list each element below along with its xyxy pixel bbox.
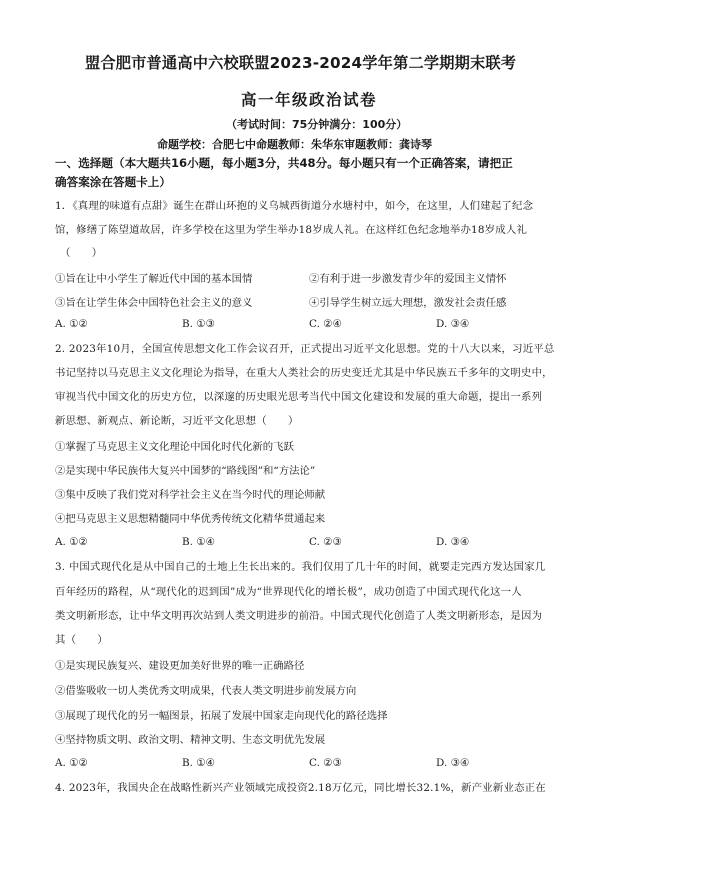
question-text-line: 2. 2023年10月，全国宣传思想文化工作会议召开，正式提出习近平文化思想。党的十八大以来，习近平总 — [55, 343, 555, 355]
option-b: B. ①④ — [182, 757, 215, 769]
statement: ①掌握了马克思主义文化理论中国化时代化新的飞跃 — [55, 441, 294, 453]
statement: ④坚持物质文明、政治文明、精神文明、生态文明优先发展 — [55, 734, 326, 746]
question-text-line: 1．《真理的味道有点甜》诞生在群山环抱的义乌城西街道分水塘村中，如今，在这里，人们建起了纪念 — [55, 200, 534, 212]
question-text-line: 类文明新形态，让中华文明再次站到人类文明进步的前沿。中国式现代化创造了人类文明新形态，是因为 — [55, 610, 543, 622]
statement: ②是实现中华民族伟大复兴中国梦的“路线图”和“方法论” — [55, 465, 316, 477]
statement: ③展现了现代化的另一幅图景，拓展了发展中国家走向现代化的路径选择 — [55, 710, 388, 722]
option-a: A. ①② — [55, 536, 88, 548]
exam-authors: 命题学校：合肥七中命题教师：朱华东审题教师：龚诗琴 — [157, 138, 432, 151]
option-d: D. ③④ — [436, 318, 470, 330]
question-text-line: 馆，修缮了陈望道故居，许多学校在这里为学生举办18岁成人礼。在这样红色纪念地举办18岁成人礼 — [55, 224, 528, 236]
statement: ④把马克思主义思想精髓同中华优秀传统文化精华贯通起来 — [55, 513, 326, 525]
exam-title: 盟合肥市普通高中六校联盟2023-2024学年第二学期期末联考 — [85, 54, 517, 72]
section-heading: 一、选择题（本大题共16小题，每小题3分，共48分。每小题只有一个正确答案，请把正 — [55, 156, 513, 170]
question-text-line: 审视当代中国文化的历史方位，以深邃的历史眼光思考当代中国文化建设和发展的重大命题，提出一系列 — [55, 391, 543, 403]
question-text-line: 书记坚持以马克思主义文化理论为指导，在重大人类社会的历史变迁尤其是中华民族五千多年的文明史中， — [55, 367, 553, 379]
statement: ②有利于进一步激发青少年的爱国主义情怀 — [309, 273, 507, 285]
option-a: A. ①② — [55, 757, 88, 769]
option-a: A. ①② — [55, 318, 88, 330]
statement: ①旨在让中小学生了解近代中国的基本国情 — [55, 273, 253, 285]
option-b: B. ①③ — [182, 318, 215, 330]
option-c: C. ②③ — [309, 536, 342, 548]
section-heading-cont: 确答案涂在答题卡上） — [55, 175, 171, 189]
option-b: B. ①④ — [182, 536, 215, 548]
option-c: C. ②③ — [309, 757, 342, 769]
option-c: C. ②④ — [309, 318, 342, 330]
question-text-line: 新思想、新观点、新论断，习近平文化思想（ ） — [55, 415, 299, 427]
exam-time-info: （考试时间：75分钟满分：100分） — [226, 118, 408, 131]
statement: ③旨在让学生体会中国特色社会主义的意义 — [55, 297, 253, 309]
statement: ②借鉴吸收一切人类优秀文明成果，代表人类文明进步前发展方向 — [55, 685, 357, 697]
answer-blank: （ ） — [60, 247, 103, 259]
exam-subtitle: 高一年级政治试卷 — [241, 91, 378, 109]
question-text-line: 3. 中国式现代化是从中国自己的土地上生长出来的。我们仅用了几十年的时间，就要走完西方发达国家几 — [55, 561, 546, 573]
question-text-line: 4. 2023年，我国央企在战略性新兴产业领域完成投资2.18万亿元，同比增长32.1%，新产业新业态正在 — [55, 782, 546, 794]
question-text-line: 百年经历的路程，从“现代化的迟到国”成为“世界现代化的增长极”，成功创造了中国式现代化这一人 — [55, 586, 522, 598]
statement: ④引导学生树立远大理想，激发社会责任感 — [309, 297, 507, 309]
question-text-line: 其（ ） — [55, 634, 108, 646]
statement: ①是实现民族复兴、建设更加美好世界的唯一正确路径 — [55, 660, 305, 672]
statement: ③集中反映了我们党对科学社会主义在当今时代的理论师献 — [55, 489, 326, 501]
option-d: D. ③④ — [436, 757, 470, 769]
option-d: D. ③④ — [436, 536, 470, 548]
